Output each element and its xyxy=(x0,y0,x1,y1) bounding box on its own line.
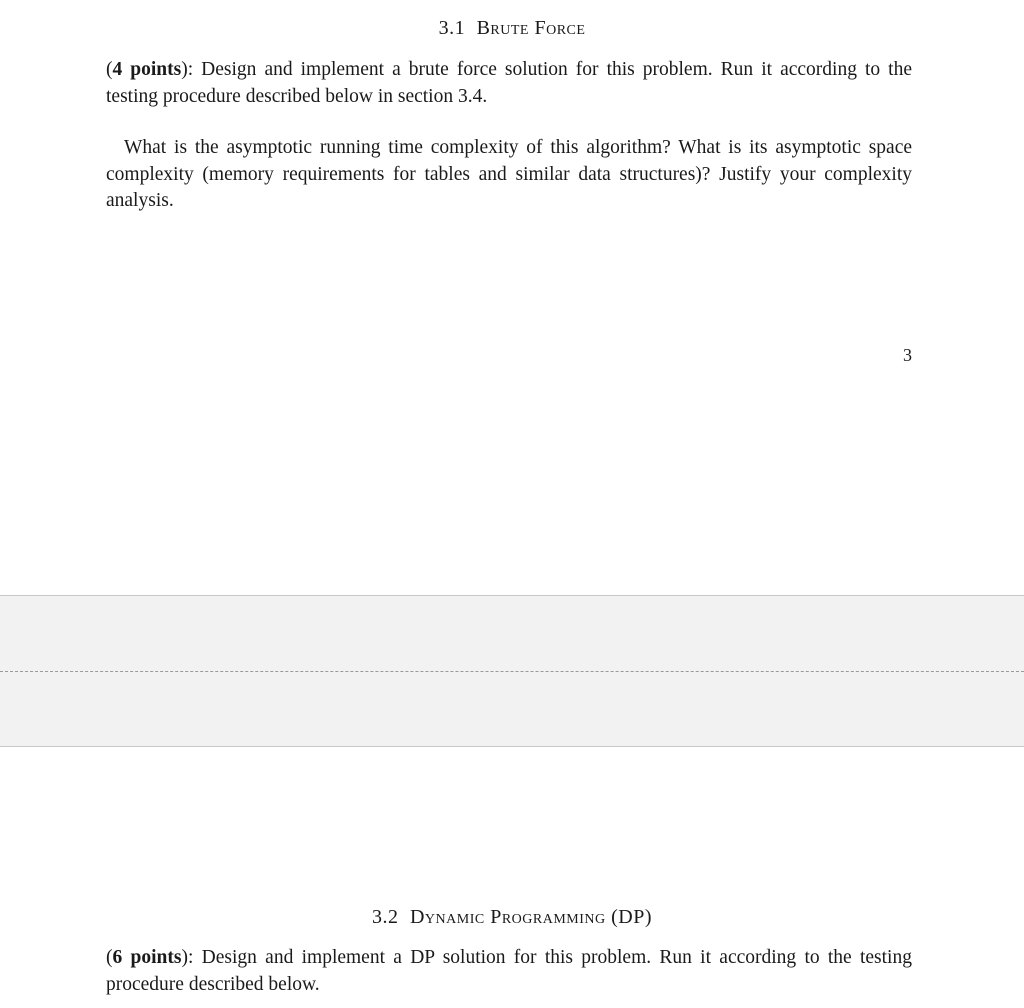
section-number: 3.2 xyxy=(371,906,399,928)
section-title: Brute Force xyxy=(476,17,586,39)
points-label: 6 points xyxy=(112,947,182,968)
page-4 xyxy=(0,747,1024,1008)
section-heading-3-1 xyxy=(0,17,1024,40)
page-break-line xyxy=(0,671,1024,672)
brute-force-task-paragraph: (4 points): Design and implement a brute force solution for this problem. Run it according to the testing procedure described below in section 3.4. xyxy=(106,59,912,107)
points-label: 4 points xyxy=(112,59,182,80)
task-text: : Design and implement a brute force solution for this problem. Run it according to the testing procedure described below in section 3.4. xyxy=(106,59,912,107)
page-separator xyxy=(0,595,1024,747)
section-heading-3-2 xyxy=(0,906,1024,929)
complexity-question-paragraph: What is the asymptotic running time complexity of this algorithm? What is its asymptotic space complexity (memory requirements for tables and similar data structures)? Justify your complexity analysis. xyxy=(106,137,912,211)
section-number: 3.1 xyxy=(438,17,466,39)
section-title: Dynamic Programming (DP) xyxy=(409,906,653,928)
page-number: 3 xyxy=(903,345,912,365)
dp-task-paragraph: (6 points): Design and implement a DP solution for this problem. Run it according to the testing procedure described below. xyxy=(106,947,912,995)
task-text: : Design and implement a DP solution for this problem. Run it according to the testing procedure described below. xyxy=(106,947,912,995)
